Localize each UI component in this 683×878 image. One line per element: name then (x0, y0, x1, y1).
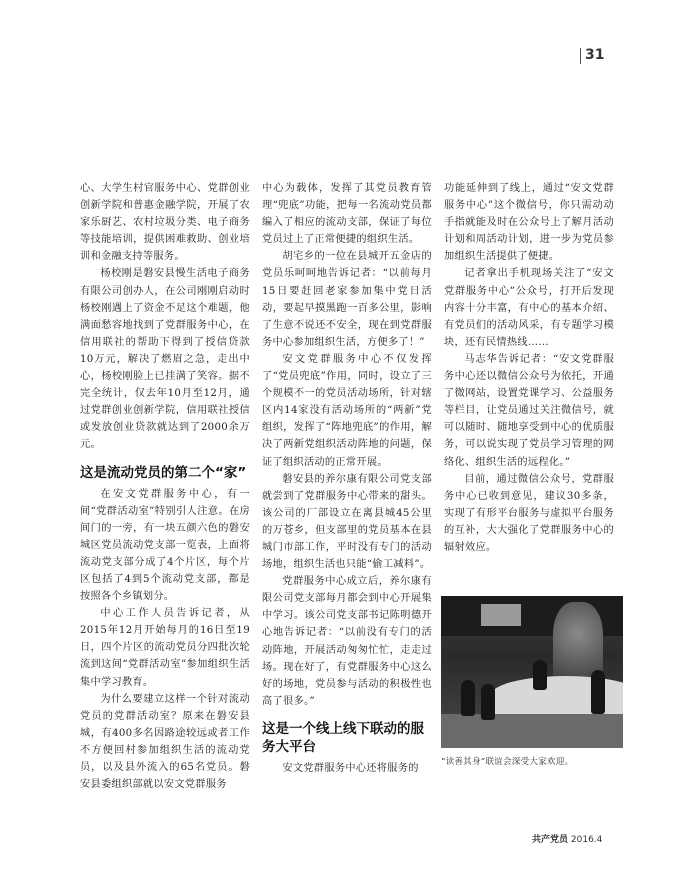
body-paragraph: 记者拿出手机现场关注了“安文党群服务中心”公众号，打开后发现内容十分丰富，有中心的基本介绍、有党员们的活动风采，有专题学习模块，还有民情热线…… (444, 268, 614, 348)
body-paragraph: 功能延伸到了线上，通过“安文党群服务中心”这个微信号，你只需动动手指就能及时在公众号上了解月活动计划和周活动计划，进一步为党员参加组织生活提供了便捷。 (444, 183, 614, 263)
body-paragraph: 中心为载体，发挥了其党员教育管理“兜底”功能，把每一名流动党员都编入了相应的流动支部，保证了每位党员过上了正常便捷的组织生活。 (262, 183, 432, 246)
body-paragraph: 中心工作人员告诉记者，从2015年12月开始每月的16日至19日，四个片区的流动党员分四批次轮流到这间“党群活动室”参加组织生活集中学习教育。 (80, 608, 250, 688)
magazine-name: 共产党员 (532, 835, 569, 845)
footer (532, 832, 602, 845)
body-paragraph: 在安文党群服务中心，有一间“党群活动室”特别引人注意。在房间门的一旁，有一块五颜六色的磐安城区党员流动党支部一览表，上面将流动党支部分成了4个片区，每个片区包括了4到5个流动党支部，都是按照各个乡镇划分。 (80, 488, 250, 603)
body-paragraph: 目前，通过微信公众号，党群服务中心已收到意见，建议30多条，实现了有形平台服务与虚拟平台服务的互补，大大强化了党群服务中心的辐射效应。 (444, 473, 614, 553)
service-center-photo (441, 596, 623, 748)
body-paragraph: 党群服务中心成立后，养尔康有限公司党支部每月都会到中心开展集中学习。该公司党支部书记陈明德开心地告诉记者：“以前没有专门的活动阵地，开展活动匆匆忙忙，走走过场。现在好了，有党群服务中心这么好的场地，党员参与活动的积极性也高了很多。” (262, 576, 432, 707)
body-paragraph: 为什么要建立这样一个针对流动党员的党群活动室？原来在磐安县城，有400多名因路途较远或者工作不方便回村参加组织生活的流动党员，以及县外流入的65名党员。磐安县委组织部就以安文党群服务 (80, 693, 250, 791)
body-paragraph: 杨校刚是磐安县慢生活电子商务有限公司创办人，在公司刚刚启动时杨校刚遇上了资金不足这个难题，他满面愁容地找到了党群服务中心，在信用联社的帮助下得到了授信贷款10万元，解决了燃眉之急，走出中心，杨校刚脸上已挂满了笑容。据不完全统计，仅去年10月至12月，通过党群创业创新学院，信用联社授信或发放创业贷款就达到了2000余万元。 (80, 268, 250, 451)
body-paragraph: 心、大学生村官服务中心、党群创业创新学院和普惠金融学院，开展了农家乐厨艺、农村垃圾分类、电子商务等技能培训，提供困难救助、创业培训和金融支持等服务。 (80, 183, 250, 263)
section-heading: 这是流动党员的第二个“家” (80, 464, 247, 481)
page-number: 31 (585, 47, 605, 63)
body-paragraph: 安文党群服务中心还将服务的 (282, 762, 419, 774)
article-column-2 (262, 180, 432, 777)
body-paragraph: 胡宅乡的一位在县城开五金店的党员乐呵呵地告诉记者：“以前每月15日要赶回老家参加集中党日活动，要起早摸黑跑一百多公里，影响了生意不说还不安全，现在到党群服务中心参加组织生活，方便多了！” (262, 251, 432, 348)
article-column-1 (80, 180, 250, 793)
page-number-rule (580, 48, 581, 64)
body-paragraph: 马志华告诉记者：“安文党群服务中心还以微信公众号为依托，开通了微网站，设置党课学习、公益服务等栏目，让党员通过关注微信号，就可以随时、随地享受到中心的优质服务，可以说实现了党员学习管理的网络化、组织生活的远程化。” (444, 353, 614, 468)
body-paragraph: 磐安县的养尔康有限公司党支部就尝到了党群服务中心带来的甜头。该公司的厂部设立在离县城45公里的万苍乡，但支部里的党员基本在县城门市部工作，平时没有专门的活动场地，组织生活也只能“偷工减料”。 (262, 473, 432, 571)
issue-number: 2016.4 (570, 835, 603, 845)
section-heading: 这是一个线上线下联动的服务大平台 (262, 720, 424, 755)
article-column-3 (444, 180, 614, 556)
photo-caption: “读善其身”联谊会深受大家欢迎。 (441, 757, 574, 767)
body-paragraph: 安文党群服务中心不仅发挥了“党员兜底”作用，同时，设立了三个规模不一的党员活动场所，针对辖区内14家没有活动场所的“两新”党组织，发挥了“阵地兜底”的作用，解决了两新党组织活动阵地的问题，保证了组织活动的正常开展。 (262, 353, 432, 468)
